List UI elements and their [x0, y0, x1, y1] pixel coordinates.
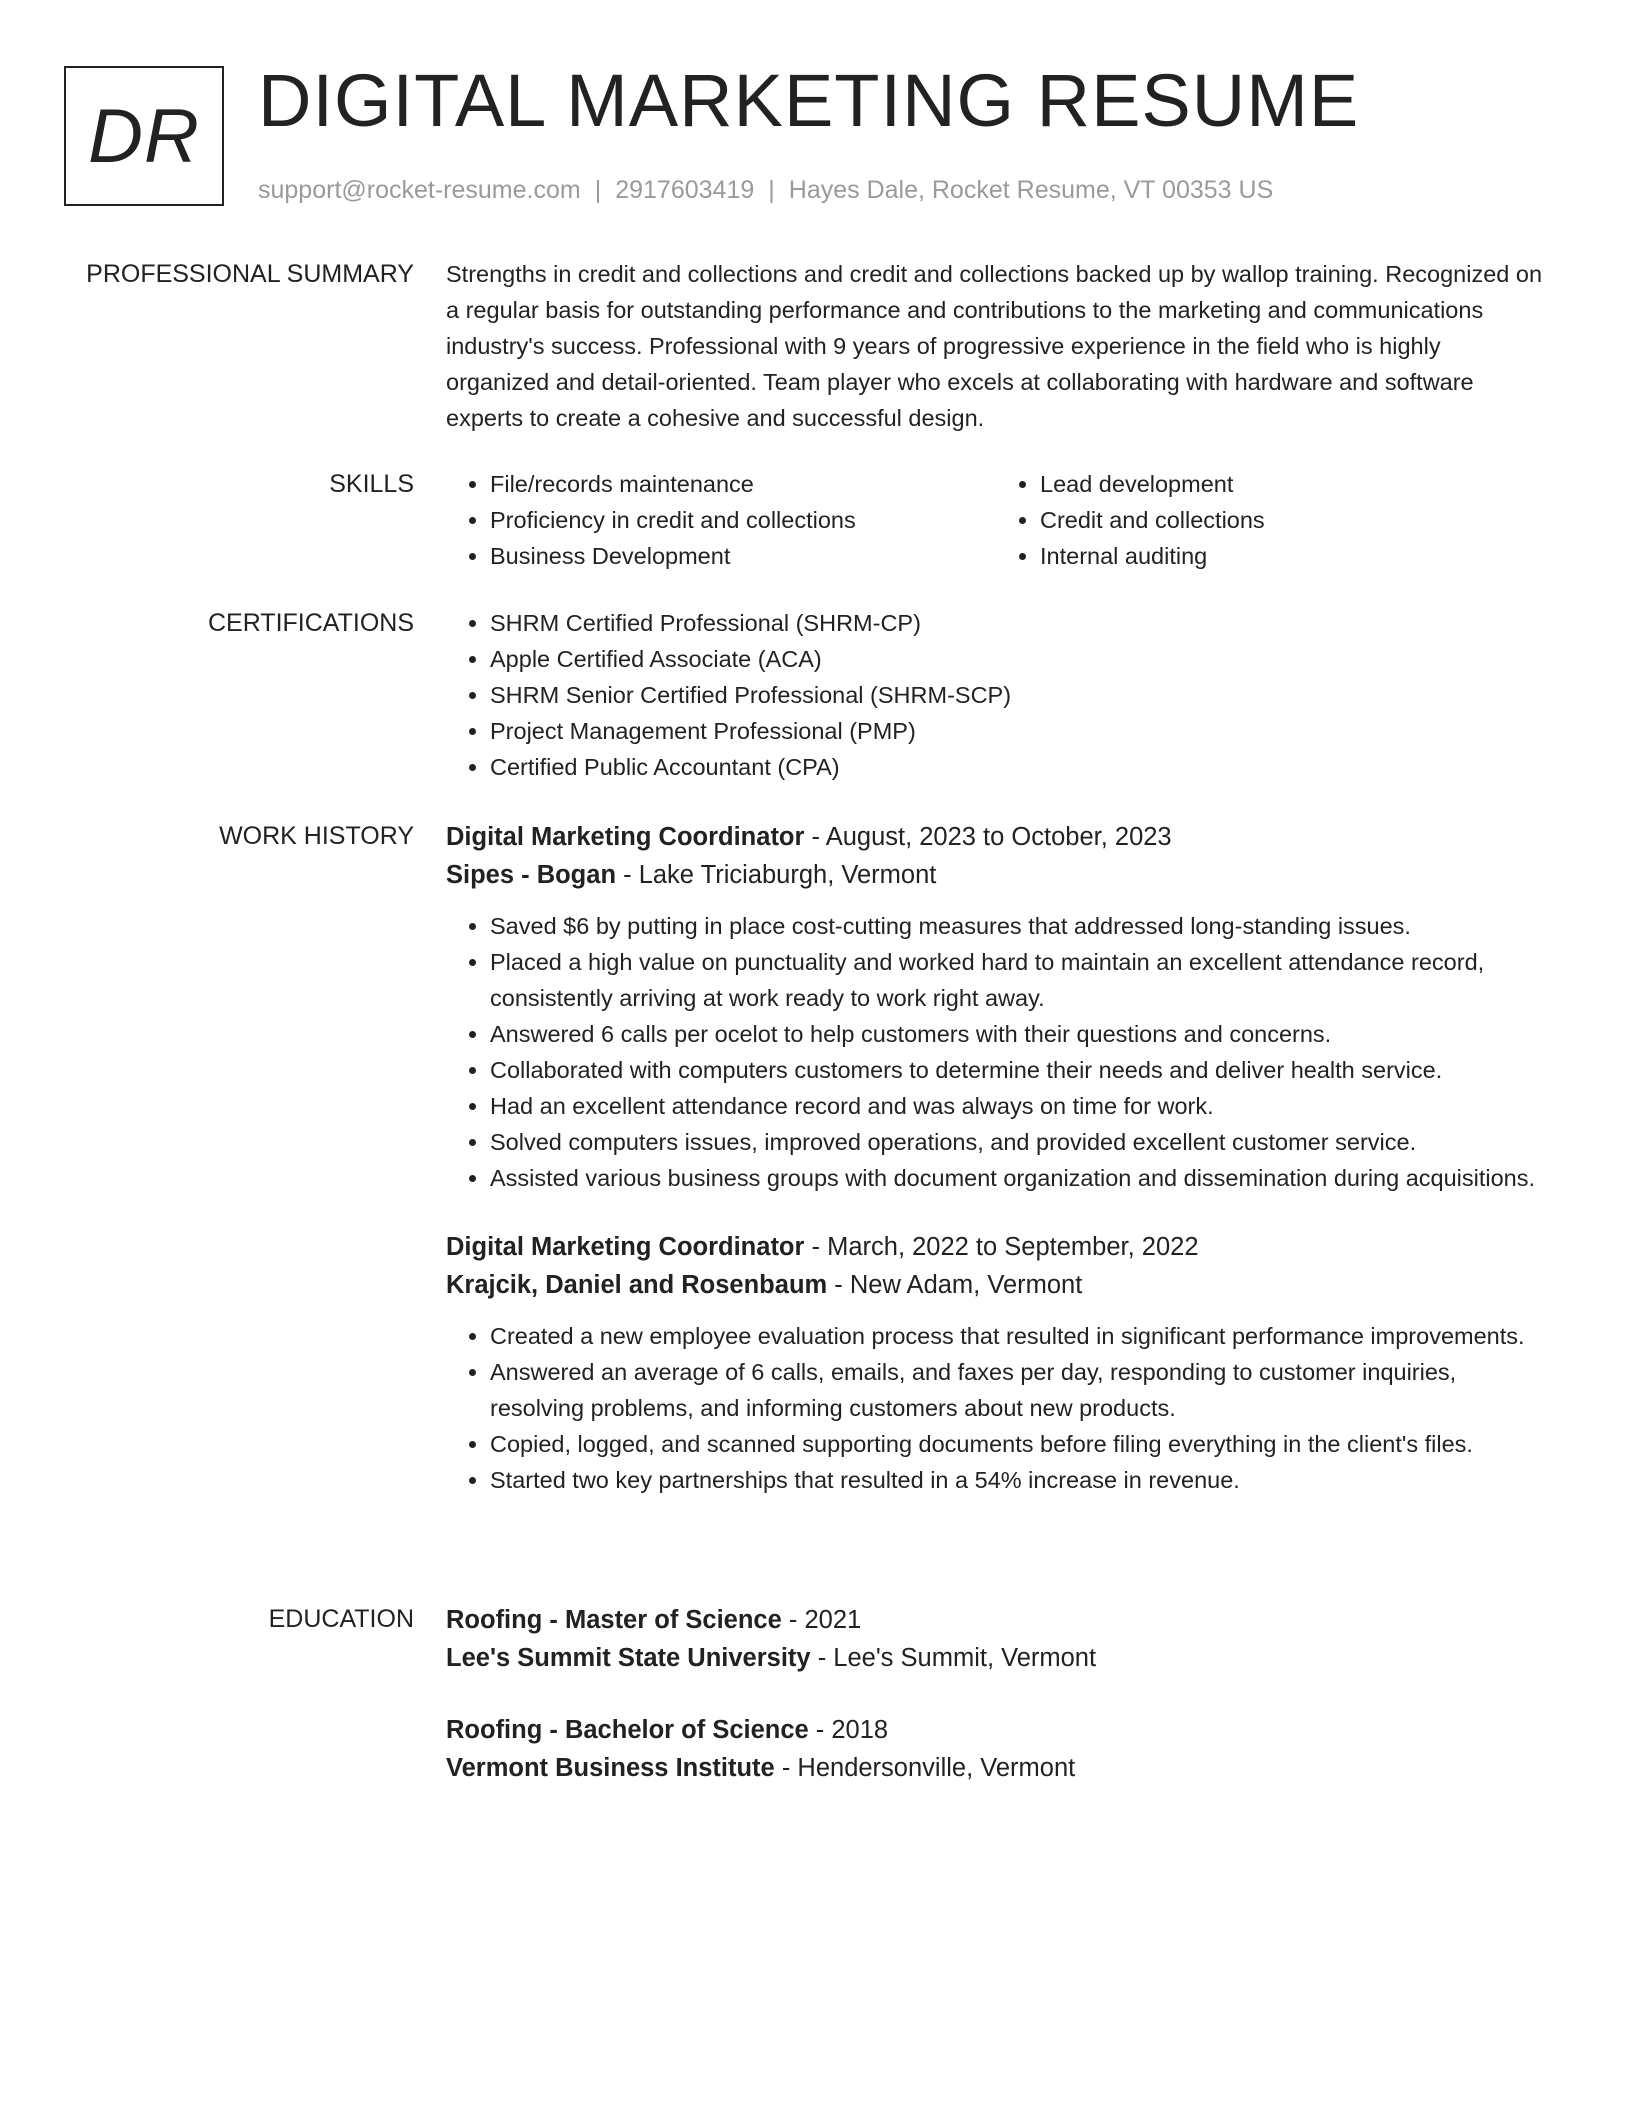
school: Lee's Summit State University [446, 1644, 811, 1672]
certifications-heading: CERTIFICATIONS [207, 609, 414, 637]
contact-separator: | [594, 176, 602, 204]
degree-year: - 2021 [781, 1606, 862, 1634]
contact-separator: | [768, 176, 775, 204]
job-title-line [446, 818, 1546, 856]
job-company-line [446, 856, 1546, 894]
degree: Roofing - Bachelor of Science [446, 1716, 809, 1744]
job-title: Digital Marketing Coordinator [446, 823, 805, 851]
job-title: Digital Marketing Coordinator [446, 1233, 805, 1261]
job-company: Sipes - Bogan [446, 861, 617, 889]
skill-item: • Proficiency in credit and collections [490, 502, 996, 538]
degree-line [446, 1601, 1546, 1639]
monogram-logo: DR [64, 66, 224, 206]
school-location: - Hendersonville, Vermont [774, 1754, 1076, 1782]
contact-line [258, 172, 1273, 208]
education-heading: EDUCATION [268, 1605, 414, 1633]
job-entry [446, 818, 1546, 1196]
job-duty: • Collaborated with computers customers to determine their needs and deliver health service. [490, 1052, 1546, 1088]
summary-text: Strengths in credit and collections and credit and collections backed up by wallop training. Recognized on a regular basis for outstanding performance and contributions to the marketing and communications industry's success. Professional with 9 years of progressive experience in the field who is highly organized and detail-oriented. Team player who excels at collaborating with hardware and software experts to create a cohesive and successful design. [446, 261, 1543, 431]
job-duty: • Saved $6 by putting in place cost-cutting measures that addressed long-standing issues. [490, 908, 1546, 944]
school-line [446, 1749, 1546, 1787]
skill-item: • Lead development [1040, 466, 1546, 502]
job-duty: • Answered 6 calls per ocelot to help customers with their questions and concerns. [490, 1016, 1546, 1052]
job-duty: • Copied, logged, and scanned supporting documents before filing everything in the client's files. [490, 1426, 1546, 1462]
job-dates: - August, 2023 to October, 2023 [804, 823, 1172, 851]
work-history-body [446, 818, 1546, 1498]
degree-year: - 2018 [808, 1716, 889, 1744]
job-duty: • Answered an average of 6 calls, emails, and faxes per day, responding to customer inquiries, resolving problems, and informing customers about new products. [490, 1354, 1546, 1426]
certification-item: • Project Management Professional (PMP) [490, 713, 1546, 749]
job-duty: • Solved computers issues, improved operations, and provided excellent customer service. [490, 1124, 1546, 1160]
degree: Roofing - Master of Science [446, 1606, 782, 1634]
job-duty: • Placed a high value on punctuality and worked hard to maintain an excellent attendance record, consistently arriving at work ready to work right away. [490, 944, 1546, 1016]
job-company: Krajcik, Daniel and Rosenbaum [446, 1271, 828, 1299]
skills-body [446, 466, 1546, 574]
job-duty: • Assisted various business groups with document organization and dissemination during acquisitions. [490, 1160, 1546, 1196]
job-duties-list [446, 908, 1546, 1196]
contact-phone[interactable]: 2917603419 [615, 176, 755, 204]
certifications-list [446, 605, 1546, 785]
contact-address: Hayes Dale, Rocket Resume, VT 00353 US [788, 176, 1274, 204]
school: Vermont Business Institute [446, 1754, 775, 1782]
certification-item: • Apple Certified Associate (ACA) [490, 641, 1546, 677]
school-line [446, 1639, 1546, 1677]
education-body [446, 1601, 1546, 1787]
summary-heading: PROFESSIONAL SUMMARY [86, 260, 414, 288]
job-dates: - March, 2022 to September, 2022 [804, 1233, 1199, 1261]
page-title: DIGITAL MARKETING RESUME [258, 59, 1360, 142]
job-duty: • Started two key partnerships that resulted in a 54% increase in revenue. [490, 1462, 1546, 1498]
work-history-heading: WORK HISTORY [219, 822, 414, 850]
skills-heading: SKILLS [329, 470, 414, 498]
degree-line [446, 1711, 1546, 1749]
certifications-body [446, 605, 1546, 785]
job-location: - Lake Triciaburgh, Vermont [616, 861, 937, 889]
skill-item: • File/records maintenance [490, 466, 996, 502]
job-entry [446, 1228, 1546, 1498]
skill-item: • Business Development [490, 538, 996, 574]
job-duty: • Created a new employee evaluation process that resulted in significant performance improvements. [490, 1318, 1546, 1354]
job-title-line [446, 1228, 1546, 1266]
job-location: - New Adam, Vermont [827, 1271, 1083, 1299]
skills-column-2 [996, 466, 1546, 574]
school-location: - Lee's Summit, Vermont [810, 1644, 1097, 1672]
contact-email[interactable]: support@rocket-resume.com [258, 176, 581, 204]
education-entry [446, 1601, 1546, 1677]
job-company-line [446, 1266, 1546, 1304]
job-duty: • Had an excellent attendance record and was always on time for work. [490, 1088, 1546, 1124]
certification-item: • SHRM Certified Professional (SHRM-CP) [490, 605, 1546, 641]
summary-body [446, 256, 1546, 436]
skills-grid [446, 466, 1546, 574]
skill-item: • Credit and collections [1040, 502, 1546, 538]
certification-item: • Certified Public Accountant (CPA) [490, 749, 1546, 785]
skill-item: • Internal auditing [1040, 538, 1546, 574]
education-entry [446, 1711, 1546, 1787]
skills-column-1 [446, 466, 996, 574]
job-duties-list [446, 1318, 1546, 1498]
certification-item: • SHRM Senior Certified Professional (SHRM-SCP) [490, 677, 1546, 713]
